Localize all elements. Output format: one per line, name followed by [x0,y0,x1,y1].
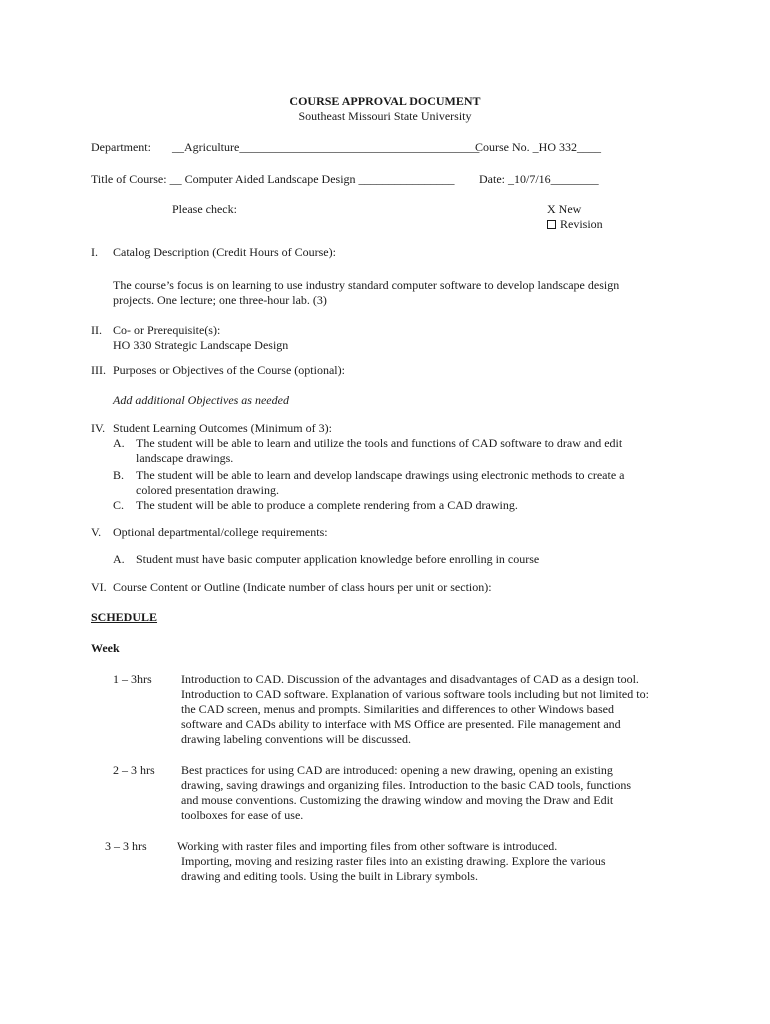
section-3-number: III. [91,363,106,377]
outcome-label: A. [113,436,125,450]
section-6-number: VI. [91,580,107,594]
schedule-text: drawing and editing tools. Using the built in Library symbols. [181,869,478,883]
outcome-text: colored presentation drawing. [136,483,279,497]
department-value: __Agriculture________________________________________ [172,140,480,154]
section-4-number: IV. [91,421,106,435]
section-2-title: Co- or Prerequisite(s): [113,323,221,337]
schedule-text: Importing, moving and resizing raster files into an existing drawing. Explore the various [181,854,606,868]
section-5-number: V. [91,525,102,539]
schedule-text: and mouse conventions. Customizing the drawing window and moving the Draw and Edit [181,793,614,807]
requirement-label: A. [113,552,125,566]
new-option: X New [547,202,582,216]
schedule-heading: SCHEDULE [91,610,158,624]
outcome-label: C. [113,498,125,512]
department-label: Department: [91,140,151,154]
outcome-label: B. [113,468,125,482]
schedule-text: Introduction to CAD. Discussion of the advantages and disadvantages of CAD as a design tool. [181,672,639,686]
requirement-text: Student must have basic computer application knowledge before enrolling in course [136,552,540,566]
section-3-text: Add additional Objectives as needed [113,393,289,407]
section-5-title: Optional departmental/college requirements: [113,525,328,539]
section-2-number: II. [91,323,102,337]
schedule-text: the CAD screen, menus and prompts. Similarities and differences to other Windows based [181,702,614,716]
checkbox-icon [547,220,556,229]
please-check-label: Please check: [172,202,237,216]
university-name: Southeast Missouri State University [298,109,472,123]
section-2-text: HO 330 Strategic Landscape Design [113,338,289,352]
schedule-week: 2 – 3 hrs [113,763,155,777]
course-title: Title of Course: __ Computer Aided Landscape Design ________________ [91,172,455,186]
section-1-text: The course’s focus is on learning to use industry standard computer software to develop landscape design [113,278,620,292]
revision-label: Revision [560,217,603,231]
week-label: Week [91,641,120,655]
schedule-text: toolboxes for ease of use. [181,808,304,822]
section-6-title: Course Content or Outline (Indicate number of class hours per unit or section): [113,580,492,594]
schedule-text: software and CADs ability to interface with MS Office are presented. File management and [181,717,621,731]
section-1-title: Catalog Description (Credit Hours of Course): [113,245,336,259]
course-date: Date: _10/7/16________ [479,172,599,186]
schedule-text: drawing labeling conventions will be discussed. [181,732,411,746]
course-number: Course No. _HO 332____ [475,140,601,154]
schedule-text: Introduction to CAD software. Explanation of various software tools including but not limited to: [181,687,649,701]
revision-option [547,217,603,232]
document-title: COURSE APPROVAL DOCUMENT [289,94,481,108]
section-1-number: I. [91,245,98,259]
schedule-week: 3 – 3 hrs [105,839,147,853]
schedule-text: Working with raster files and importing files from other software is introduced. [177,839,558,853]
outcome-text: The student will be able to produce a complete rendering from a CAD drawing. [136,498,518,512]
outcome-text: The student will be able to learn and utilize the tools and functions of CAD software to draw and edit [136,436,623,450]
section-4-title: Student Learning Outcomes (Minimum of 3): [113,421,332,435]
section-3-title: Purposes or Objectives of the Course (optional): [113,363,345,377]
outcome-text: landscape drawings. [136,451,234,465]
schedule-week: 1 – 3hrs [113,672,152,686]
schedule-text: Best practices for using CAD are introduced: opening a new drawing, opening an existing [181,763,613,777]
schedule-text: drawing, saving drawings and organizing files. Introduction to the basic CAD tools, functions [181,778,632,792]
section-1-text: projects. One lecture; one three-hour lab. (3) [113,293,327,307]
outcome-text: The student will be able to learn and develop landscape drawings using electronic methods to create a [136,468,625,482]
